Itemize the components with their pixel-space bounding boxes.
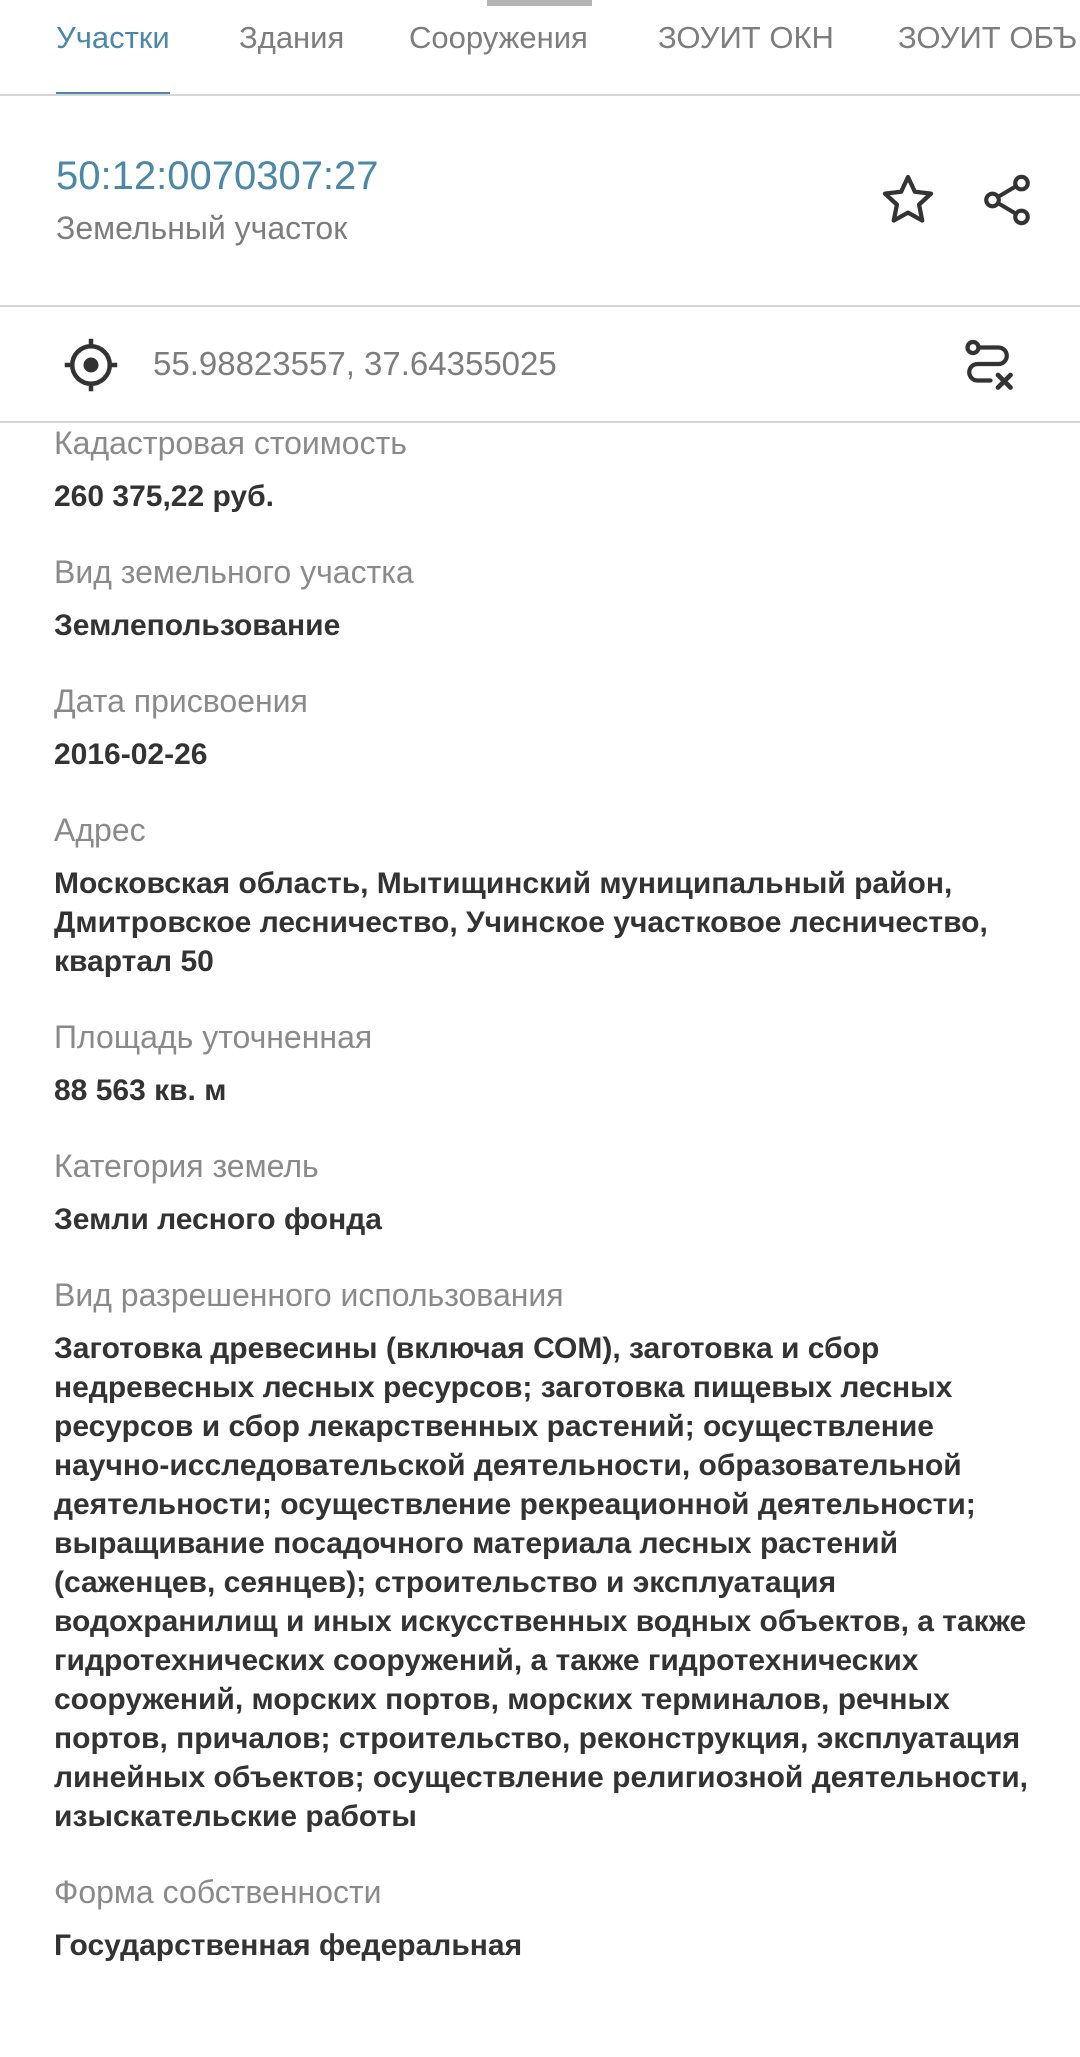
share-button[interactable]	[971, 164, 1043, 236]
field-value: 260 375,22 руб.	[54, 480, 274, 513]
locate-button[interactable]	[55, 329, 127, 401]
field-value: Заготовка древесины (включая СОМ), заготовка и сбор недревесных лесных ресурсов; заготовка пищевых лесных ресурсов и сбор лекарственных растений; осуществление научно-исследовательской деятельности, образовательной деятельности; осуществление рекреационной деятельности; выращивание посадочного материала лесных растений (саженцев, сеянцев); строительство и эксплуатация водохранилищ и иных искусственных водных объектов, а также гидротехнических сооружений, а также гидротехнических сооружений, морских портов, морских терминалов, речных портов, причалов; строительство, реконструкция, эксплуатация линейных объектов; осуществление религиозной деятельности, изыскательские работы	[54, 1332, 1029, 1833]
tab-buildings[interactable]: Здания	[239, 20, 345, 55]
field-value: Земли лесного фонда	[54, 1203, 382, 1236]
field-label: Категория земель	[54, 1148, 319, 1184]
field-ownership	[54, 1872, 1054, 1965]
field-category	[54, 1146, 1054, 1239]
coordinates-bar	[0, 307, 1080, 423]
favorite-button[interactable]	[872, 164, 944, 236]
details-list	[54, 423, 1054, 2001]
cadastral-number[interactable]: 50:12:0070307:27	[56, 154, 379, 198]
tab-plots[interactable]: Участки	[56, 0, 170, 96]
route-clear-icon	[958, 335, 1018, 395]
field-land-kind	[54, 552, 1054, 645]
field-label: Адрес	[54, 812, 146, 848]
field-value: Землепользование	[54, 609, 341, 642]
field-permitted-use	[54, 1275, 1054, 1836]
field-label: Кадастровая стоимость	[54, 425, 407, 461]
object-header	[0, 98, 1080, 307]
field-value: 2016-02-26	[54, 738, 208, 771]
field-label: Вид разрешенного использования	[54, 1277, 564, 1313]
tab-zouit-okn[interactable]: ЗОУИТ ОКН	[658, 20, 834, 55]
field-area	[54, 1017, 1054, 1110]
star-outline-icon	[878, 170, 938, 230]
field-cadastral-value	[54, 423, 1054, 516]
coordinates-text[interactable]: 55.98823557, 37.64355025	[153, 345, 557, 382]
field-label: Вид земельного участка	[54, 554, 414, 590]
share-icon	[978, 171, 1036, 229]
field-label: Форма собственности	[54, 1874, 382, 1910]
field-value: Московская область, Мытищинский муниципальный район, Дмитровское лесничество, Учинское участковое лесничество, квартал 50	[54, 867, 988, 978]
field-address	[54, 810, 1054, 981]
tab-structures[interactable]: Сооружения	[409, 20, 588, 55]
crosshair-icon	[61, 335, 121, 395]
field-value: Государственная федеральная	[54, 1929, 523, 1962]
field-assign-date	[54, 681, 1054, 774]
field-label: Дата присвоения	[54, 683, 308, 719]
field-value: 88 563 кв. м	[54, 1074, 227, 1107]
field-label: Площадь уточненная	[54, 1019, 373, 1055]
tab-zouit-obj[interactable]: ЗОУИТ ОБЪ	[898, 20, 1078, 55]
route-button[interactable]	[952, 329, 1024, 401]
tab-bar	[0, 0, 1080, 96]
object-type: Земельный участок	[56, 210, 348, 246]
